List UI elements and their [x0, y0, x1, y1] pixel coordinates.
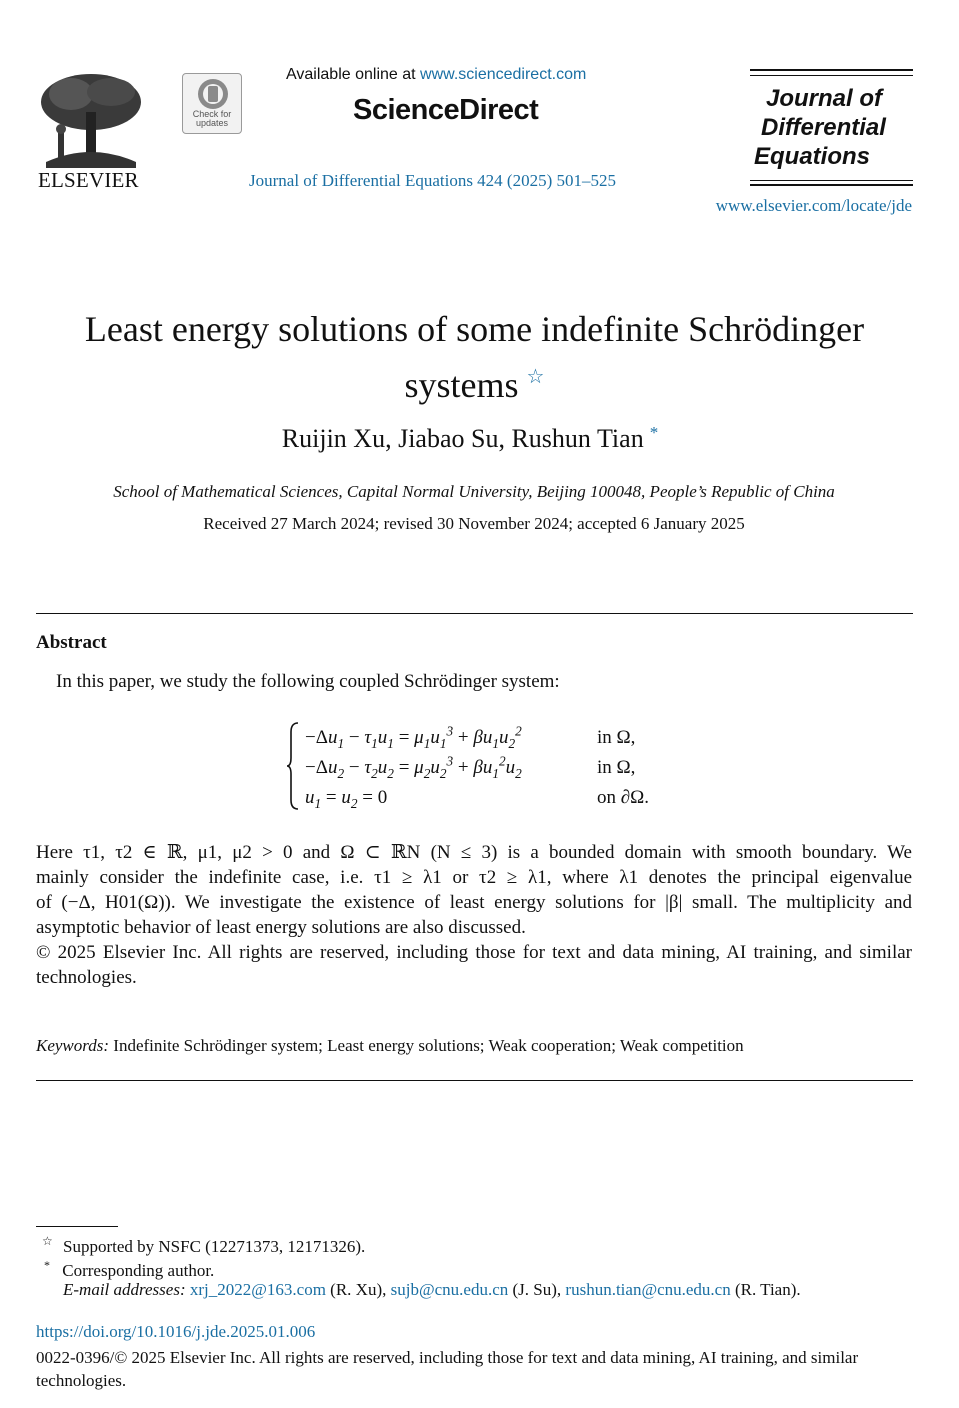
equation-line-2: $-\Delta u_2 - \tau_2u_2 = \mu_2u_2^3 + \beta u_1^2u_2$	[305, 753, 522, 781]
article-dates: Received 27 March 2024; revised 30 November 2024; accepted 6 January 2025	[203, 514, 745, 533]
affiliation: School of Mathematical Sciences, Capital Normal University, Beijing 100048, People’s Republic of China	[113, 482, 835, 501]
available-online	[286, 66, 586, 84]
check-updates-label: Check for updates	[192, 109, 232, 128]
issn-copyright: 0022-0396/© 2025 Elsevier Inc. All rights are reserved, including those for text and data mining, AI training, and similar technologies.	[36, 1348, 859, 1390]
footnote-funding	[42, 1234, 365, 1257]
email-owner-xu: (R. Xu),	[330, 1280, 387, 1299]
author-list: Ruijin Xu, Jiabao Su, Rushun Tian	[281, 424, 644, 453]
email-label: E-mail addresses:	[63, 1280, 186, 1299]
keywords	[36, 1036, 744, 1056]
article-title	[0, 305, 949, 409]
equation-condition-2: in Ω,	[597, 757, 636, 778]
available-online-prefix: Available online at	[286, 66, 416, 83]
doi-link[interactable]: https://doi.org/10.1016/j.jde.2025.01.006	[36, 1322, 316, 1341]
footnote-corresponding	[44, 1258, 214, 1281]
abstract-copyright: © 2025 Elsevier Inc. All rights are reserved, including those for text and data mining, AI training, and similar technologies.	[36, 942, 912, 988]
journal-homepage-link[interactable]: www.elsevier.com/locate/jde	[715, 196, 912, 215]
abstract-intro: In this paper, we study the following coupled Schrödinger system:	[56, 671, 560, 692]
funding-text: Supported by NSFC (12271373, 12171326).	[63, 1237, 366, 1256]
journal-title-line-2: Differential	[761, 114, 886, 141]
sciencedirect-brand: ScienceDirect	[353, 94, 539, 126]
title-footnote-mark[interactable]: ☆	[526, 366, 545, 388]
footnote-emails	[63, 1280, 801, 1300]
journal-title-rule-top-1	[750, 69, 913, 71]
corresponding-text: Corresponding author.	[62, 1261, 215, 1280]
abstract-body-line-4: asymptotic behavior of least energy solutions are also discussed.	[36, 917, 526, 938]
abstract-rule-top	[36, 613, 913, 614]
abstract-heading: Abstract	[36, 632, 107, 653]
journal-reference-link[interactable]: Journal of Differential Equations 424 (2025) 501–525	[249, 171, 617, 190]
email-owner-tian: (R. Tian).	[734, 1280, 801, 1299]
abstract-body-line-2: mainly consider the indefinite case, i.e. τ1 ≥ λ1 or τ2 ≥ λ1, where λ1 denotes the principal eigenvalue	[36, 867, 912, 888]
article-title-line-2-text: systems	[404, 365, 519, 405]
corresponding-author-mark[interactable]: *	[649, 423, 659, 442]
journal-title-line-3: Equations	[754, 143, 871, 170]
equation-condition-3: on ∂Ω.	[597, 787, 650, 808]
corresponding-footnote-mark: *	[44, 1258, 50, 1272]
equation-condition-1: in Ω,	[597, 727, 636, 748]
journal-title-line-1: Journal of	[766, 85, 883, 112]
check-for-updates-badge[interactable]	[182, 73, 242, 134]
email-link-xu[interactable]: xrj_2022@163.com	[189, 1280, 326, 1299]
keywords-list: Indefinite Schrödinger system; Least energy solutions; Weak cooperation; Weak competition	[113, 1036, 744, 1055]
keywords-label: Keywords:	[36, 1036, 110, 1055]
sciencedirect-link[interactable]: www.sciencedirect.com	[420, 66, 587, 83]
journal-title-rule-top-2	[750, 75, 913, 76]
system-brace-icon	[287, 722, 299, 810]
article-title-line-1: Least energy solutions of some indefinite Schrödinger	[84, 309, 865, 349]
check-updates-icon	[195, 77, 231, 111]
equation-line-1: $-\Delta u_1 - \tau_1u_1 = \mu_1u_1^3 + \beta u_1u_2^2$	[305, 723, 522, 751]
elsevier-tree-icon	[36, 72, 142, 168]
elsevier-wordmark: ELSEVIER	[38, 168, 139, 192]
abstract-body-line-3: of (−Δ, H01(Ω)). We investigate the existence of least energy solutions for |β| small. The multiplicity and	[36, 892, 912, 913]
equation-line-3: $u_1 = u_2 = 0$	[305, 787, 388, 811]
authors	[0, 423, 940, 454]
journal-title-rule-bottom-1	[750, 180, 913, 181]
email-link-su[interactable]: sujb@cnu.edu.cn	[390, 1280, 509, 1299]
abstract-body	[36, 840, 912, 990]
article-title-line-2	[0, 353, 949, 409]
journal-title	[754, 84, 886, 171]
abstract-body-line-1: Here τ1, τ2 ∈ ℝ, μ1, μ2 > 0 and Ω ⊂ ℝN (N ≤ 3) is a bounded domain with smooth boundary. We	[36, 842, 912, 863]
footnote-separator	[36, 1226, 118, 1227]
email-owner-su: (J. Su),	[512, 1280, 562, 1299]
email-link-tian[interactable]: rushun.tian@cnu.edu.cn	[565, 1280, 731, 1299]
abstract-rule-bottom	[36, 1080, 913, 1081]
funding-footnote-mark: ☆	[42, 1234, 53, 1248]
elsevier-logo	[36, 72, 142, 192]
journal-title-rule-bottom-2	[750, 184, 913, 186]
